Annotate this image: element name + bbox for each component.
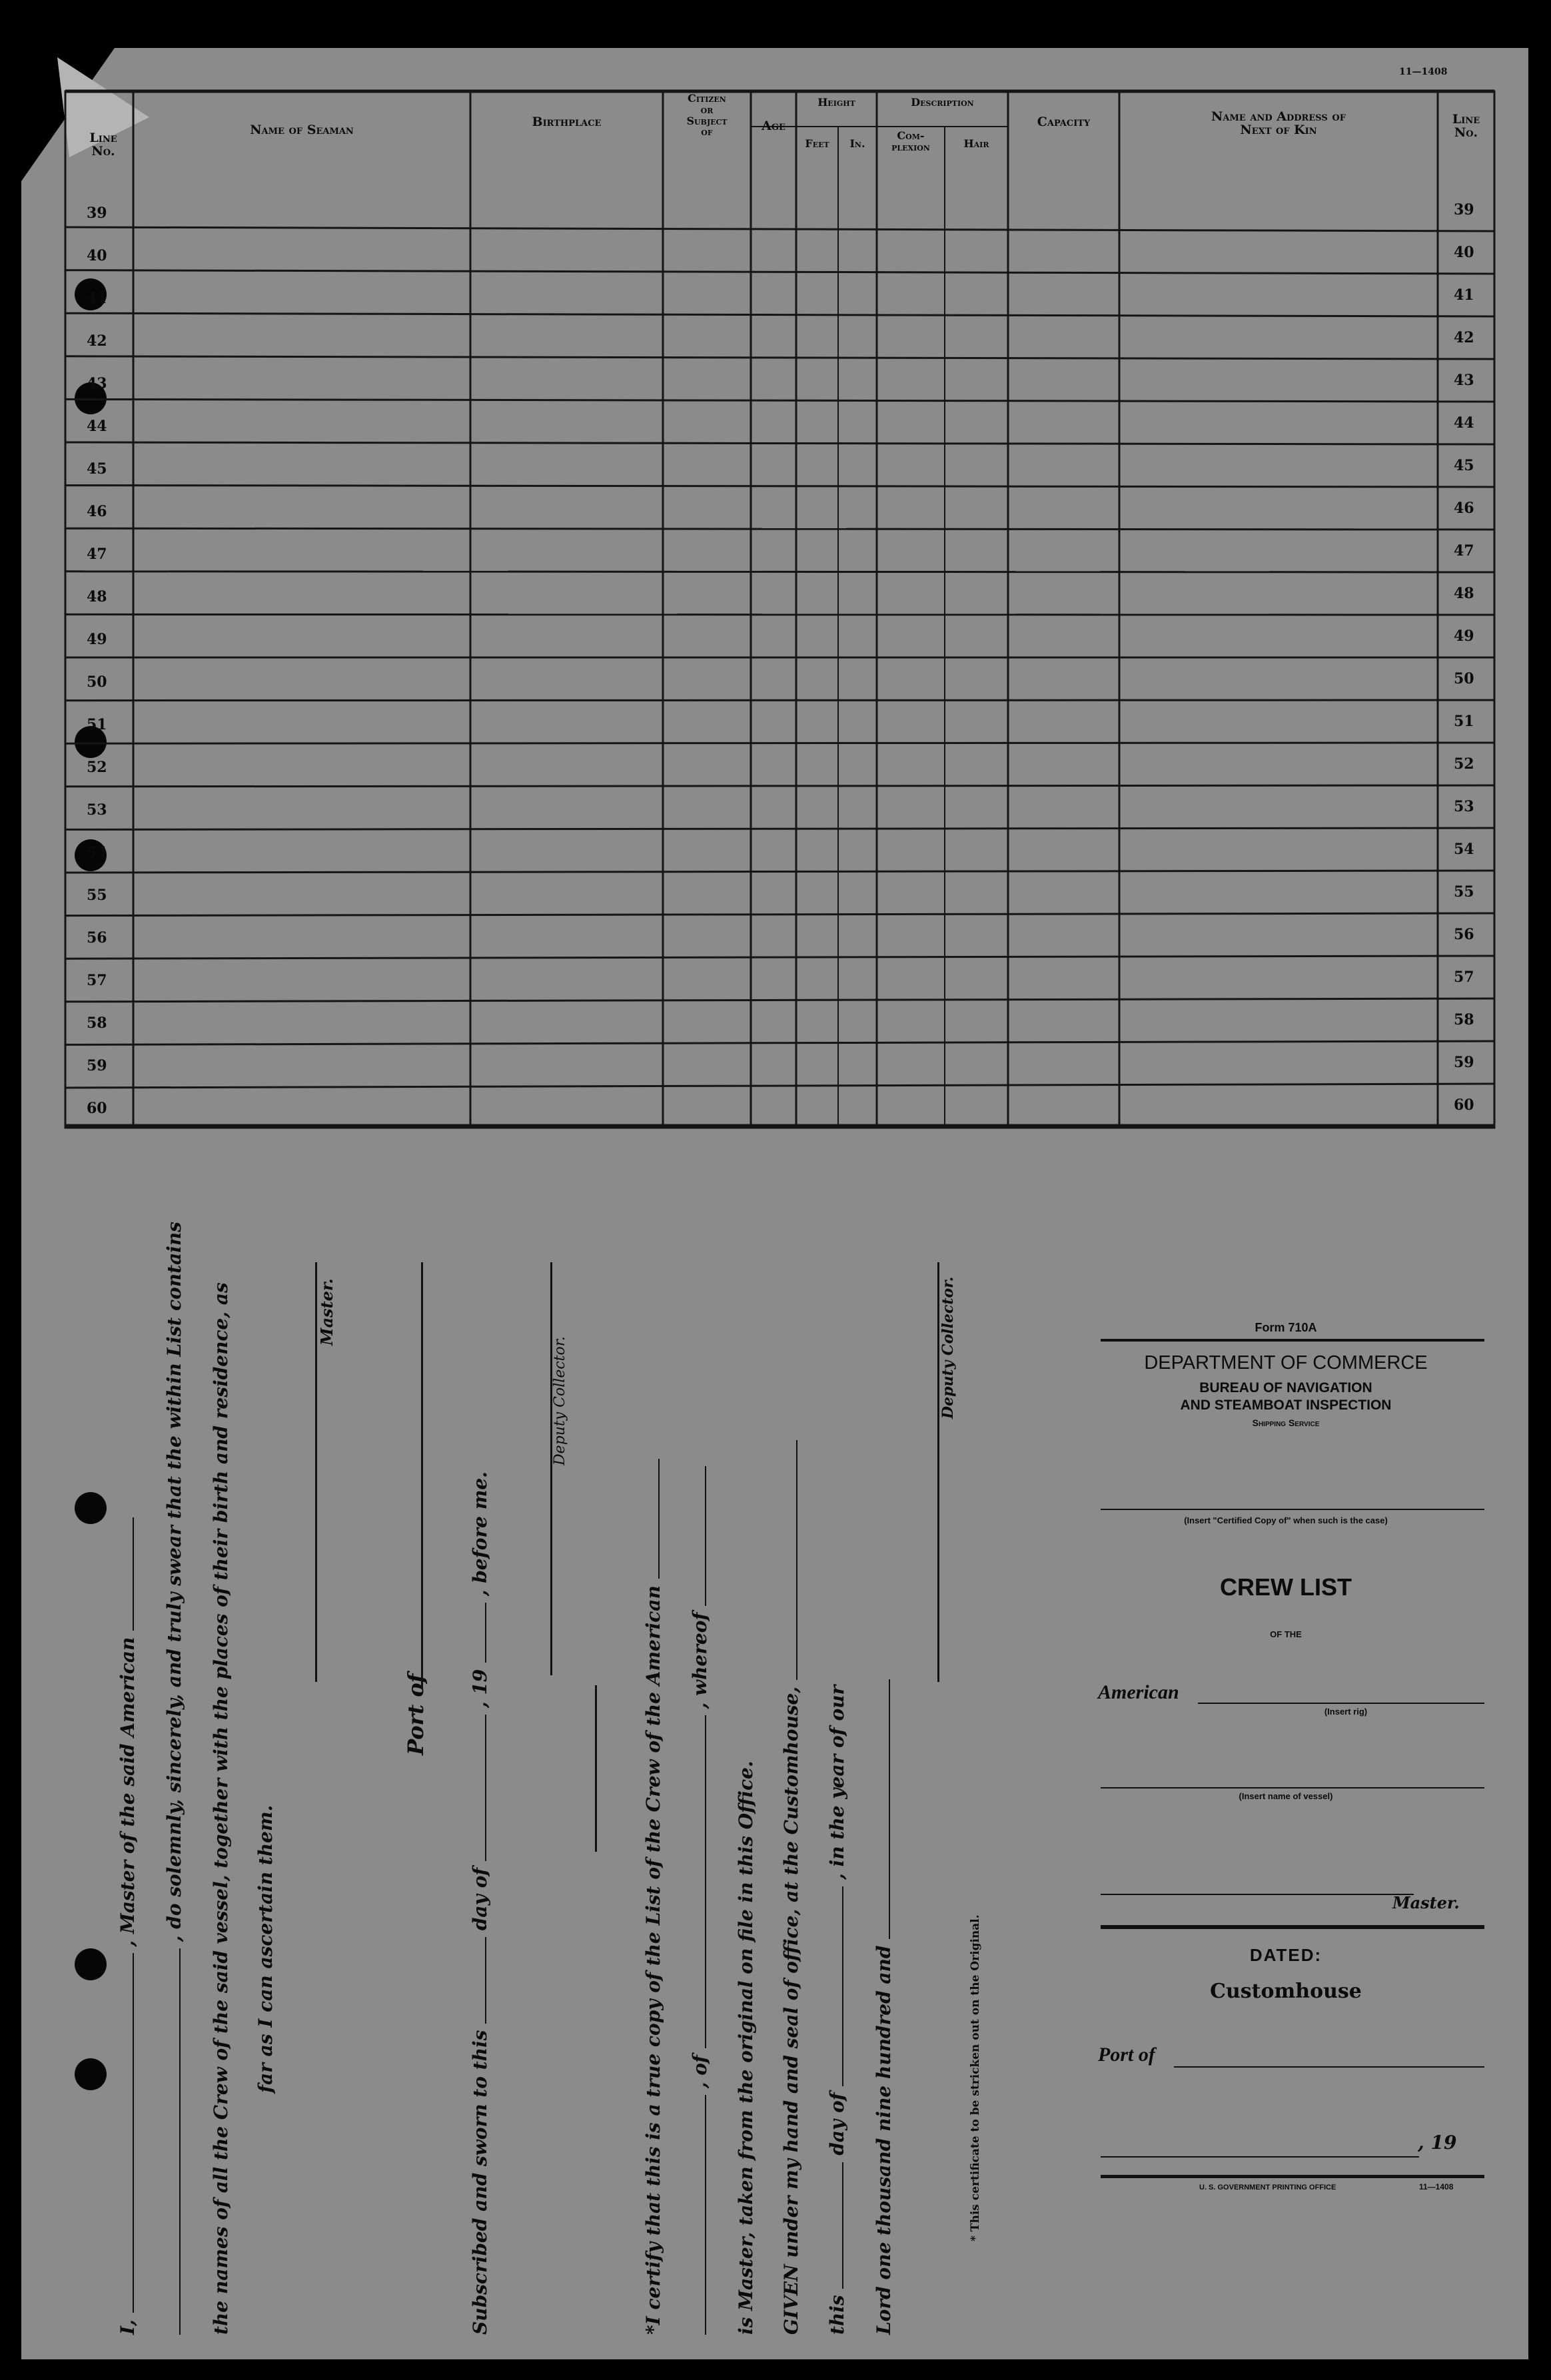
cover-form-number: Form 710A [1255, 1321, 1317, 1334]
customhouse-blank[interactable] [795, 1440, 797, 1680]
line-number-right: 47 [1454, 542, 1474, 560]
cover-vessel-name-line[interactable] [1101, 1787, 1484, 1788]
deputy-collector-label-1: Deputy Collector. [552, 1336, 568, 1465]
row-line [65, 785, 1494, 787]
line-number-left: 39 [87, 204, 107, 222]
line-number-left: 54 [87, 844, 107, 861]
cover-shipping-service: Shipping Service [1252, 1417, 1320, 1428]
cover-nineteen: , 19 [1418, 2132, 1457, 2154]
seal-line[interactable] [595, 1685, 597, 1852]
master-name-blank[interactable] [132, 1953, 134, 2313]
certify-vessel-blank[interactable] [704, 2095, 706, 2335]
sworn-month-blank[interactable] [484, 1715, 486, 1861]
deputy-collector-label-2: Deputy Collector. [939, 1276, 957, 1419]
line-number-right: 41 [1454, 286, 1474, 304]
line-number-left: 55 [87, 887, 107, 904]
this-day-line [826, 1685, 848, 2335]
line-number-right: 57 [1454, 969, 1474, 986]
given-text: GIVEN under my hand and seal of office, at the Customhouse, [780, 1686, 802, 2335]
deputy-collector-line-1[interactable] [550, 1262, 552, 1675]
line-number-left: 56 [87, 929, 107, 947]
subscribed-text: Subscribed and sworn to this [469, 2030, 491, 2335]
row-line [65, 528, 1494, 530]
line-number-right: 39 [1454, 201, 1474, 218]
certify-master-line: is Master, taken from the original on file in this Office. [735, 1761, 757, 2335]
line-number-right: 49 [1454, 627, 1474, 645]
subscribed-before-me: , before me. [469, 1471, 491, 1597]
this-text: this [826, 2295, 848, 2335]
line-number-right: 42 [1454, 329, 1474, 346]
cover-port-of: Port of [1098, 2044, 1155, 2066]
this-day-of: day of [826, 2092, 848, 2156]
subscribed-year-prefix: , 19 [469, 1669, 491, 1709]
line-number-left: 44 [87, 418, 107, 435]
col-header-line-no-right: Line No. [1452, 112, 1480, 140]
line-number-right: 45 [1454, 457, 1474, 474]
row-line [65, 871, 1494, 873]
oath-line-4: far as I can ascertain them. [255, 1804, 276, 2093]
subscribed-day-of: day of [469, 1867, 491, 1931]
vessel-rig-blank[interactable] [132, 1517, 134, 1631]
line-number-right: 50 [1454, 670, 1474, 687]
certified-copy-line[interactable] [1101, 1509, 1484, 1510]
given-year-blank[interactable] [888, 1679, 890, 1939]
line-number-left: 43 [87, 375, 107, 392]
row-line [65, 356, 1494, 359]
row-line [65, 956, 1494, 959]
line-number-left: 50 [87, 673, 107, 691]
certificate-footnote: * This certificate to be stricken out on the Original. [969, 1914, 982, 2241]
given-day-blank[interactable] [841, 2162, 843, 2289]
cover-customhouse: Customhouse [1210, 1980, 1362, 2003]
certify-text: *I certify that this is a true copy of the List of the Crew of the American [642, 1585, 664, 2335]
line-number-right: 46 [1454, 500, 1474, 517]
line-number-right: 54 [1454, 841, 1474, 858]
line-number-left: 48 [87, 588, 107, 605]
line-number-left: 53 [87, 801, 107, 819]
row-line [65, 998, 1494, 1002]
oath-master-of: , Master of the said American [117, 1637, 139, 1947]
subscribed-line [469, 1471, 491, 2335]
port-of-label: Port of [403, 1673, 428, 1755]
cover-dated: DATED: [1249, 1945, 1322, 1965]
line-number-right: 40 [1454, 244, 1474, 261]
col-header-feet: Feet [805, 137, 829, 150]
line-number-right: 51 [1454, 713, 1474, 730]
row-line [65, 399, 1494, 402]
line-number-right: 48 [1454, 585, 1474, 602]
certify-of-line [689, 1466, 711, 2335]
row-line [65, 270, 1494, 274]
cover-mid-rule [1101, 1925, 1484, 1929]
cover-top-rule [1101, 1339, 1484, 1342]
certify-rig-blank[interactable] [658, 1459, 660, 1579]
row-line [65, 913, 1494, 916]
line-number-left: 58 [87, 1014, 107, 1032]
certify-port-blank[interactable] [704, 1715, 706, 2048]
line-number-right: 58 [1454, 1011, 1474, 1028]
lord-text: Lord one thousand nine hundred and [873, 1945, 895, 2335]
col-header-capacity: Capacity [1037, 115, 1091, 129]
cover-insert-rig: (Insert rig) [1324, 1707, 1368, 1717]
crew-table-grid [0, 0, 1551, 1146]
col-header-line-no: Line No. [89, 131, 117, 159]
row-line [65, 700, 1494, 701]
cover-rig-line[interactable] [1198, 1703, 1484, 1704]
line-number-left: 57 [87, 972, 107, 989]
line-number-right: 52 [1454, 755, 1474, 773]
line-number-right: 53 [1454, 798, 1474, 815]
oath-line-3: the names of all the Crew of the said vessel, together with the places of their birth and residence, as [210, 1282, 232, 2335]
certify-of: , of [689, 2055, 711, 2089]
line-number-left: 45 [87, 460, 107, 478]
line-number-left: 46 [87, 503, 107, 520]
certify-whereof: , whereof [689, 1612, 711, 1709]
line-number-right: 55 [1454, 883, 1474, 901]
line-number-left: 41 [87, 290, 107, 307]
row-line [65, 1041, 1494, 1044]
certify-end-blank[interactable] [704, 1466, 706, 1606]
col-header-height: Height [817, 96, 855, 109]
row-line [65, 828, 1494, 829]
col-header-birthplace: Birthplace [532, 115, 602, 129]
punch-hole [75, 2058, 107, 2090]
row-line [65, 614, 1494, 615]
cover-form-code: 11—1408 [1419, 2182, 1454, 2191]
col-header-age: Age [762, 119, 785, 133]
row-line [65, 313, 1494, 316]
port-of-line[interactable] [421, 1262, 423, 1689]
punch-hole [75, 1492, 107, 1524]
cover-port-line[interactable] [1174, 2066, 1484, 2068]
this-year-of-our: , in the year of our [826, 1685, 848, 1880]
col-header-complexion: Com- plexion [891, 129, 930, 153]
oath-line-2 [163, 1222, 185, 2335]
row-line [65, 442, 1494, 444]
cover-insert-certified: (Insert "Certified Copy of" when such is the case) [1184, 1515, 1388, 1525]
line-number-left: 40 [87, 247, 107, 264]
line-number-right: 56 [1454, 926, 1474, 943]
row-line [65, 486, 1494, 487]
col-header-name: Name of Seaman [250, 123, 354, 137]
cover-american: American [1098, 1681, 1179, 1703]
cover-master-label: Master. [1392, 1893, 1460, 1912]
punch-hole [75, 1948, 107, 1980]
given-month-blank[interactable] [841, 1886, 843, 2086]
row-line [65, 1084, 1494, 1088]
vessel-name-blank[interactable] [179, 1948, 181, 2335]
line-number-left: 42 [87, 332, 107, 350]
lord-line [873, 1679, 895, 2335]
line-number-right: 60 [1454, 1096, 1474, 1114]
col-header-citizen: Citizen or Subject of [686, 92, 728, 139]
col-header-next-of-kin: Name and Address of Next of Kin [1211, 109, 1346, 137]
line-number-left: 47 [87, 546, 107, 563]
cover-of-the: OF THE [1270, 1629, 1302, 1639]
oath-master-label: Master. [317, 1278, 336, 1346]
row-line [65, 227, 1494, 231]
line-number-right: 44 [1454, 414, 1474, 432]
cover-department: DEPARTMENT OF COMMERCE [1144, 1352, 1428, 1374]
cover-date-line[interactable] [1101, 2156, 1419, 2158]
cover-master-line[interactable] [1101, 1894, 1414, 1895]
cover-insert-name: (Insert name of vessel) [1239, 1791, 1333, 1801]
line-number-right: 43 [1454, 372, 1474, 389]
col-header-description: Description [911, 96, 974, 109]
col-header-in: In. [849, 137, 865, 150]
oath-i: I, [117, 2319, 139, 2335]
col-header-hair: Hair [963, 137, 989, 150]
given-line [780, 1440, 802, 2335]
line-number-left: 52 [87, 759, 107, 776]
line-number-left: 60 [87, 1100, 107, 1117]
certify-line [642, 1459, 664, 2335]
oath-line-1 [117, 1517, 139, 2335]
cover-bottom-rule [1101, 2175, 1484, 2178]
form-code-top: 11—1408 [1399, 67, 1448, 77]
cover-bureau-line-2: AND STEAMBOAT INSPECTION [1180, 1397, 1392, 1413]
line-number-right: 59 [1454, 1054, 1474, 1071]
line-number-left: 51 [87, 716, 107, 733]
oath-swear-text: , do solemnly, sincerely, and truly swear that the within List contains [163, 1221, 185, 1942]
cover-printing-office: U. S. GOVERNMENT PRINTING OFFICE [1199, 2183, 1336, 2191]
sworn-year-blank[interactable] [484, 1603, 486, 1663]
cover-bureau-line-1: BUREAU OF NAVIGATION [1199, 1380, 1372, 1395]
line-number-left: 49 [87, 631, 107, 648]
cover-title: CREW LIST [1220, 1573, 1352, 1601]
line-number-left: 59 [87, 1057, 107, 1074]
sworn-day-blank[interactable] [484, 1937, 486, 2024]
